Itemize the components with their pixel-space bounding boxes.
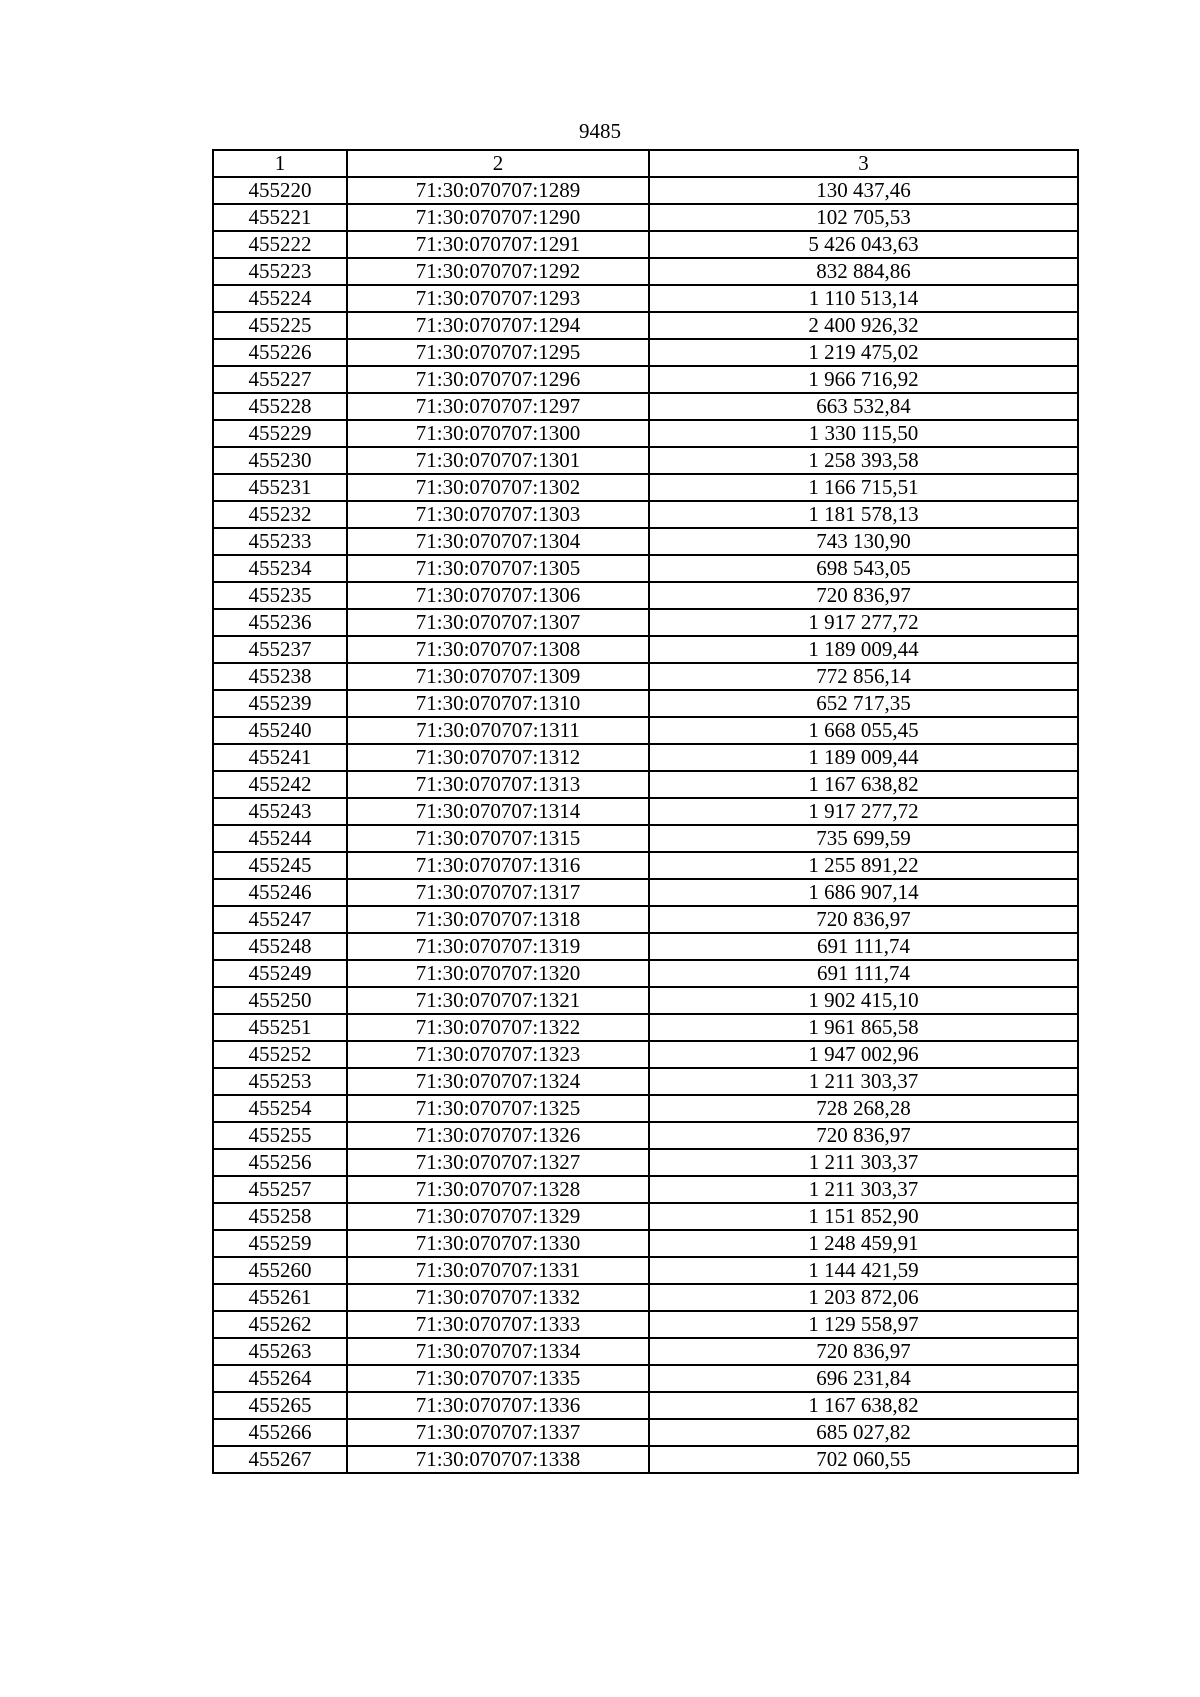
data-table bbox=[212, 149, 1079, 1474]
table-row bbox=[213, 420, 1078, 447]
cadastral-number-cell: 71:30:070707:1306 bbox=[347, 582, 649, 609]
table-row bbox=[213, 636, 1078, 663]
table-row bbox=[213, 474, 1078, 501]
table-row bbox=[213, 744, 1078, 771]
cadastral-number-cell: 71:30:070707:1307 bbox=[347, 609, 649, 636]
value-cell: 1 219 475,02 bbox=[649, 339, 1078, 366]
table-row bbox=[213, 1122, 1078, 1149]
cadastral-number-cell: 71:30:070707:1332 bbox=[347, 1284, 649, 1311]
record-number-cell: 455261 bbox=[213, 1284, 347, 1311]
table-row bbox=[213, 1095, 1078, 1122]
cadastral-number-cell: 71:30:070707:1320 bbox=[347, 960, 649, 987]
cadastral-number-cell: 71:30:070707:1300 bbox=[347, 420, 649, 447]
cadastral-number-cell: 71:30:070707:1324 bbox=[347, 1068, 649, 1095]
value-cell: 2 400 926,32 bbox=[649, 312, 1078, 339]
table-row bbox=[213, 258, 1078, 285]
cadastral-number-cell: 71:30:070707:1297 bbox=[347, 393, 649, 420]
table-header-row bbox=[213, 150, 1078, 177]
table-row bbox=[213, 987, 1078, 1014]
value-cell: 698 543,05 bbox=[649, 555, 1078, 582]
table-row bbox=[213, 1203, 1078, 1230]
cadastral-number-cell: 71:30:070707:1318 bbox=[347, 906, 649, 933]
record-number-cell: 455233 bbox=[213, 528, 347, 555]
record-number-cell: 455244 bbox=[213, 825, 347, 852]
cadastral-number-cell: 71:30:070707:1336 bbox=[347, 1392, 649, 1419]
table-row bbox=[213, 366, 1078, 393]
value-cell: 1 917 277,72 bbox=[649, 798, 1078, 825]
value-cell: 1 129 558,97 bbox=[649, 1311, 1078, 1338]
record-number-cell: 455242 bbox=[213, 771, 347, 798]
record-number-cell: 455226 bbox=[213, 339, 347, 366]
record-number-cell: 455227 bbox=[213, 366, 347, 393]
table-row bbox=[213, 717, 1078, 744]
value-cell: 1 947 002,96 bbox=[649, 1041, 1078, 1068]
table-row bbox=[213, 879, 1078, 906]
table-row bbox=[213, 1149, 1078, 1176]
cadastral-number-cell: 71:30:070707:1337 bbox=[347, 1419, 649, 1446]
table-row bbox=[213, 339, 1078, 366]
table-row bbox=[213, 1446, 1078, 1473]
record-number-cell: 455264 bbox=[213, 1365, 347, 1392]
cadastral-number-cell: 71:30:070707:1322 bbox=[347, 1014, 649, 1041]
value-cell: 691 111,74 bbox=[649, 960, 1078, 987]
cadastral-number-cell: 71:30:070707:1310 bbox=[347, 690, 649, 717]
value-cell: 1 258 393,58 bbox=[649, 447, 1078, 474]
value-cell: 1 255 891,22 bbox=[649, 852, 1078, 879]
cadastral-number-cell: 71:30:070707:1334 bbox=[347, 1338, 649, 1365]
value-cell: 1 961 865,58 bbox=[649, 1014, 1078, 1041]
page-number: 9485 bbox=[579, 119, 621, 143]
value-cell: 696 231,84 bbox=[649, 1365, 1078, 1392]
record-number-cell: 455266 bbox=[213, 1419, 347, 1446]
cadastral-number-cell: 71:30:070707:1335 bbox=[347, 1365, 649, 1392]
table-row bbox=[213, 1338, 1078, 1365]
cadastral-number-cell: 71:30:070707:1314 bbox=[347, 798, 649, 825]
value-cell: 1 966 716,92 bbox=[649, 366, 1078, 393]
value-cell: 1 211 303,37 bbox=[649, 1068, 1078, 1095]
record-number-cell: 455231 bbox=[213, 474, 347, 501]
table-body bbox=[213, 150, 1078, 1473]
value-cell: 1 181 578,13 bbox=[649, 501, 1078, 528]
cadastral-number-cell: 71:30:070707:1321 bbox=[347, 987, 649, 1014]
value-cell: 1 167 638,82 bbox=[649, 771, 1078, 798]
table-row bbox=[213, 447, 1078, 474]
value-cell: 1 902 415,10 bbox=[649, 987, 1078, 1014]
record-number-cell: 455267 bbox=[213, 1446, 347, 1473]
cadastral-number-cell: 71:30:070707:1303 bbox=[347, 501, 649, 528]
value-cell: 1 203 872,06 bbox=[649, 1284, 1078, 1311]
header-cell-2: 2 bbox=[347, 150, 649, 177]
table-row bbox=[213, 393, 1078, 420]
cadastral-number-cell: 71:30:070707:1308 bbox=[347, 636, 649, 663]
record-number-cell: 455262 bbox=[213, 1311, 347, 1338]
record-number-cell: 455255 bbox=[213, 1122, 347, 1149]
record-number-cell: 455260 bbox=[213, 1257, 347, 1284]
table-row bbox=[213, 906, 1078, 933]
value-cell: 1 144 421,59 bbox=[649, 1257, 1078, 1284]
value-cell: 1 211 303,37 bbox=[649, 1149, 1078, 1176]
value-cell: 743 130,90 bbox=[649, 528, 1078, 555]
table-row bbox=[213, 852, 1078, 879]
cadastral-number-cell: 71:30:070707:1294 bbox=[347, 312, 649, 339]
table-row bbox=[213, 1014, 1078, 1041]
record-number-cell: 455256 bbox=[213, 1149, 347, 1176]
table-row bbox=[213, 1230, 1078, 1257]
record-number-cell: 455258 bbox=[213, 1203, 347, 1230]
table-row bbox=[213, 501, 1078, 528]
value-cell: 702 060,55 bbox=[649, 1446, 1078, 1473]
value-cell: 720 836,97 bbox=[649, 906, 1078, 933]
cadastral-number-cell: 71:30:070707:1296 bbox=[347, 366, 649, 393]
record-number-cell: 455237 bbox=[213, 636, 347, 663]
header-cell-1: 1 bbox=[213, 150, 347, 177]
cadastral-number-cell: 71:30:070707:1323 bbox=[347, 1041, 649, 1068]
cadastral-number-cell: 71:30:070707:1302 bbox=[347, 474, 649, 501]
cadastral-number-cell: 71:30:070707:1317 bbox=[347, 879, 649, 906]
cadastral-number-cell: 71:30:070707:1293 bbox=[347, 285, 649, 312]
table-row bbox=[213, 1068, 1078, 1095]
table-row bbox=[213, 609, 1078, 636]
table-row bbox=[213, 285, 1078, 312]
value-cell: 1 189 009,44 bbox=[649, 636, 1078, 663]
cadastral-number-cell: 71:30:070707:1309 bbox=[347, 663, 649, 690]
record-number-cell: 455232 bbox=[213, 501, 347, 528]
value-cell: 720 836,97 bbox=[649, 1338, 1078, 1365]
cadastral-number-cell: 71:30:070707:1290 bbox=[347, 204, 649, 231]
table-row bbox=[213, 1176, 1078, 1203]
table-row bbox=[213, 1284, 1078, 1311]
record-number-cell: 455224 bbox=[213, 285, 347, 312]
header-cell-3: 3 bbox=[649, 150, 1078, 177]
record-number-cell: 455241 bbox=[213, 744, 347, 771]
record-number-cell: 455245 bbox=[213, 852, 347, 879]
record-number-cell: 455265 bbox=[213, 1392, 347, 1419]
value-cell: 1 166 715,51 bbox=[649, 474, 1078, 501]
value-cell: 1 110 513,14 bbox=[649, 285, 1078, 312]
record-number-cell: 455251 bbox=[213, 1014, 347, 1041]
cadastral-number-cell: 71:30:070707:1304 bbox=[347, 528, 649, 555]
record-number-cell: 455225 bbox=[213, 312, 347, 339]
value-cell: 652 717,35 bbox=[649, 690, 1078, 717]
table-row bbox=[213, 1311, 1078, 1338]
value-cell: 1 668 055,45 bbox=[649, 717, 1078, 744]
cadastral-number-cell: 71:30:070707:1292 bbox=[347, 258, 649, 285]
table-row bbox=[213, 555, 1078, 582]
record-number-cell: 455228 bbox=[213, 393, 347, 420]
value-cell: 1 330 115,50 bbox=[649, 420, 1078, 447]
value-cell: 1 248 459,91 bbox=[649, 1230, 1078, 1257]
record-number-cell: 455220 bbox=[213, 177, 347, 204]
table-row bbox=[213, 1257, 1078, 1284]
cadastral-number-cell: 71:30:070707:1333 bbox=[347, 1311, 649, 1338]
table-row bbox=[213, 690, 1078, 717]
record-number-cell: 455235 bbox=[213, 582, 347, 609]
cadastral-number-cell: 71:30:070707:1315 bbox=[347, 825, 649, 852]
cadastral-number-cell: 71:30:070707:1326 bbox=[347, 1122, 649, 1149]
cadastral-number-cell: 71:30:070707:1331 bbox=[347, 1257, 649, 1284]
value-cell: 772 856,14 bbox=[649, 663, 1078, 690]
record-number-cell: 455257 bbox=[213, 1176, 347, 1203]
cadastral-number-cell: 71:30:070707:1291 bbox=[347, 231, 649, 258]
table-row bbox=[213, 312, 1078, 339]
record-number-cell: 455243 bbox=[213, 798, 347, 825]
value-cell: 691 111,74 bbox=[649, 933, 1078, 960]
record-number-cell: 455246 bbox=[213, 879, 347, 906]
table-row bbox=[213, 231, 1078, 258]
table-row bbox=[213, 798, 1078, 825]
cadastral-number-cell: 71:30:070707:1312 bbox=[347, 744, 649, 771]
record-number-cell: 455240 bbox=[213, 717, 347, 744]
cadastral-number-cell: 71:30:070707:1311 bbox=[347, 717, 649, 744]
record-number-cell: 455263 bbox=[213, 1338, 347, 1365]
cadastral-number-cell: 71:30:070707:1305 bbox=[347, 555, 649, 582]
record-number-cell: 455253 bbox=[213, 1068, 347, 1095]
cadastral-number-cell: 71:30:070707:1328 bbox=[347, 1176, 649, 1203]
cadastral-number-cell: 71:30:070707:1316 bbox=[347, 852, 649, 879]
cadastral-number-cell: 71:30:070707:1330 bbox=[347, 1230, 649, 1257]
record-number-cell: 455247 bbox=[213, 906, 347, 933]
cadastral-number-cell: 71:30:070707:1289 bbox=[347, 177, 649, 204]
record-number-cell: 455234 bbox=[213, 555, 347, 582]
value-cell: 130 437,46 bbox=[649, 177, 1078, 204]
record-number-cell: 455222 bbox=[213, 231, 347, 258]
table-row bbox=[213, 582, 1078, 609]
value-cell: 102 705,53 bbox=[649, 204, 1078, 231]
value-cell: 1 189 009,44 bbox=[649, 744, 1078, 771]
record-number-cell: 455252 bbox=[213, 1041, 347, 1068]
table-row bbox=[213, 1041, 1078, 1068]
value-cell: 832 884,86 bbox=[649, 258, 1078, 285]
record-number-cell: 455248 bbox=[213, 933, 347, 960]
record-number-cell: 455250 bbox=[213, 987, 347, 1014]
cadastral-number-cell: 71:30:070707:1325 bbox=[347, 1095, 649, 1122]
cadastral-number-cell: 71:30:070707:1313 bbox=[347, 771, 649, 798]
record-number-cell: 455239 bbox=[213, 690, 347, 717]
table-row bbox=[213, 204, 1078, 231]
value-cell: 685 027,82 bbox=[649, 1419, 1078, 1446]
value-cell: 1 211 303,37 bbox=[649, 1176, 1078, 1203]
value-cell: 735 699,59 bbox=[649, 825, 1078, 852]
cadastral-number-cell: 71:30:070707:1319 bbox=[347, 933, 649, 960]
record-number-cell: 455259 bbox=[213, 1230, 347, 1257]
value-cell: 1 151 852,90 bbox=[649, 1203, 1078, 1230]
value-cell: 720 836,97 bbox=[649, 582, 1078, 609]
value-cell: 663 532,84 bbox=[649, 393, 1078, 420]
record-number-cell: 455229 bbox=[213, 420, 347, 447]
cadastral-number-cell: 71:30:070707:1338 bbox=[347, 1446, 649, 1473]
record-number-cell: 455223 bbox=[213, 258, 347, 285]
record-number-cell: 455236 bbox=[213, 609, 347, 636]
cadastral-number-cell: 71:30:070707:1327 bbox=[347, 1149, 649, 1176]
table-row bbox=[213, 1365, 1078, 1392]
table-row bbox=[213, 960, 1078, 987]
table-row bbox=[213, 933, 1078, 960]
table-row bbox=[213, 771, 1078, 798]
value-cell: 1 167 638,82 bbox=[649, 1392, 1078, 1419]
record-number-cell: 455249 bbox=[213, 960, 347, 987]
cadastral-number-cell: 71:30:070707:1295 bbox=[347, 339, 649, 366]
value-cell: 728 268,28 bbox=[649, 1095, 1078, 1122]
table-row bbox=[213, 825, 1078, 852]
table-row bbox=[213, 1392, 1078, 1419]
record-number-cell: 455221 bbox=[213, 204, 347, 231]
value-cell: 1 917 277,72 bbox=[649, 609, 1078, 636]
value-cell: 720 836,97 bbox=[649, 1122, 1078, 1149]
cadastral-number-cell: 71:30:070707:1329 bbox=[347, 1203, 649, 1230]
table-row bbox=[213, 663, 1078, 690]
table-row bbox=[213, 1419, 1078, 1446]
cadastral-number-cell: 71:30:070707:1301 bbox=[347, 447, 649, 474]
record-number-cell: 455238 bbox=[213, 663, 347, 690]
value-cell: 1 686 907,14 bbox=[649, 879, 1078, 906]
record-number-cell: 455254 bbox=[213, 1095, 347, 1122]
value-cell: 5 426 043,63 bbox=[649, 231, 1078, 258]
table-row bbox=[213, 177, 1078, 204]
record-number-cell: 455230 bbox=[213, 447, 347, 474]
table-row bbox=[213, 528, 1078, 555]
